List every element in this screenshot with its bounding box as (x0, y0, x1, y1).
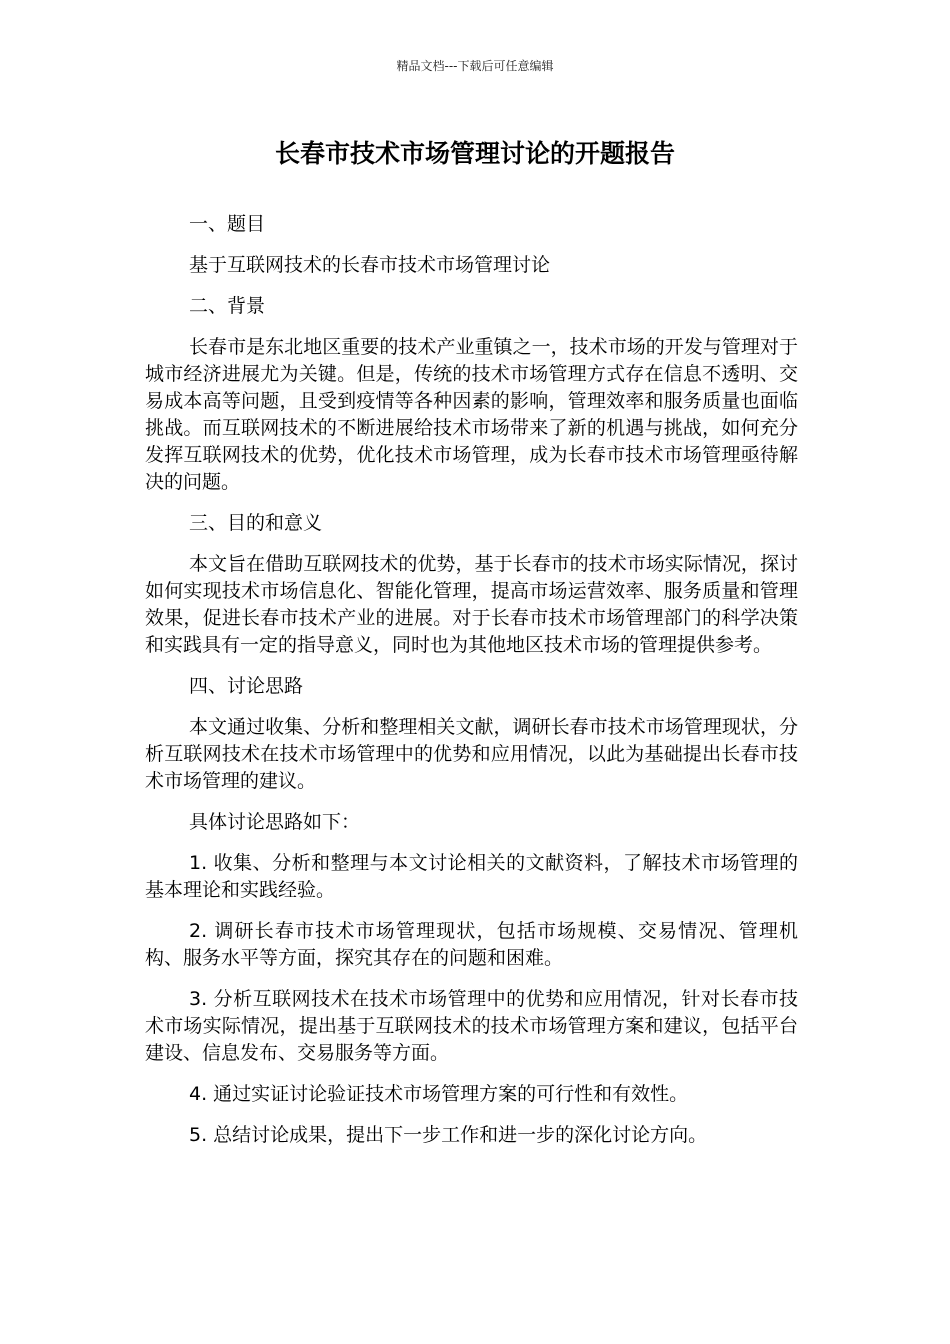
approach-paragraph: 本文通过收集、分析和整理相关文献，调研长春市技术市场管理现状，分析互联网技术在技术市场管理中的优势和应用情况，以此为基础提出长春市技术市场管理的建议。 (145, 716, 798, 792)
step-item: 1. 收集、分析和整理与本文讨论相关的文献资料，了解技术市场管理的基本理论和实践经验。 (145, 852, 798, 901)
section-heading-topic: 一、题目 (189, 213, 266, 235)
document-title: 长春市技术市场管理讨论的开题报告 (274, 139, 675, 168)
step-item: 3. 分析互联网技术在技术市场管理中的优势和应用情况，针对长春市技术市场实际情况，提出基于互联网技术的技术市场管理方案和建议，包括平台建设、信息发布、交易服务等方面。 (145, 988, 798, 1064)
step-item: 5. 总结讨论成果，提出下一步工作和进一步的深化讨论方向。 (189, 1124, 708, 1146)
background-paragraph: 长春市是东北地区重要的技术产业重镇之一，技术市场的开发与管理对于城市经济进展尤为关键。但是，传统的技术市场管理方式存在信息不透明、交易成本高等问题，且受到疫情等各种因素的影响，管理效率和服务质量也面临挑战。而互联网技术的不断进展给技术市场带来了新的机遇与挑战，如何充分发挥互联网技术的优势，优化技术市场管理，成为长春市技术市场管理亟待解决的问题。 (145, 336, 798, 493)
approach-intro: 具体讨论思路如下： (189, 811, 361, 833)
step-item: 4. 通过实证讨论验证技术市场管理方案的可行性和有效性。 (189, 1083, 689, 1105)
section-heading-purpose: 三、目的和意义 (189, 512, 323, 534)
document-body (145, 211, 798, 1163)
step-item: 2. 调研长春市技术市场管理现状，包括市场规模、交易情况、管理机构、服务水平等方面，探究其存在的问题和困难。 (145, 920, 798, 969)
purpose-paragraph: 本文旨在借助互联网技术的优势，基于长春市的技术市场实际情况，探讨如何实现技术市场信息化、智能化管理，提高市场运营效率、服务质量和管理效果，促进长春市技术产业的进展。对于长春市技术市场管理部门的科学决策和实践具有一定的指导意义，同时也为其他地区技术市场的管理提供参考。 (145, 553, 798, 656)
header-note: 精品文档---下载后可任意编辑 (396, 59, 554, 73)
section-heading-background: 二、背景 (189, 295, 266, 317)
topic-text: 基于互联网技术的长春市技术市场管理讨论 (189, 254, 551, 276)
section-heading-approach: 四、讨论思路 (189, 675, 304, 697)
